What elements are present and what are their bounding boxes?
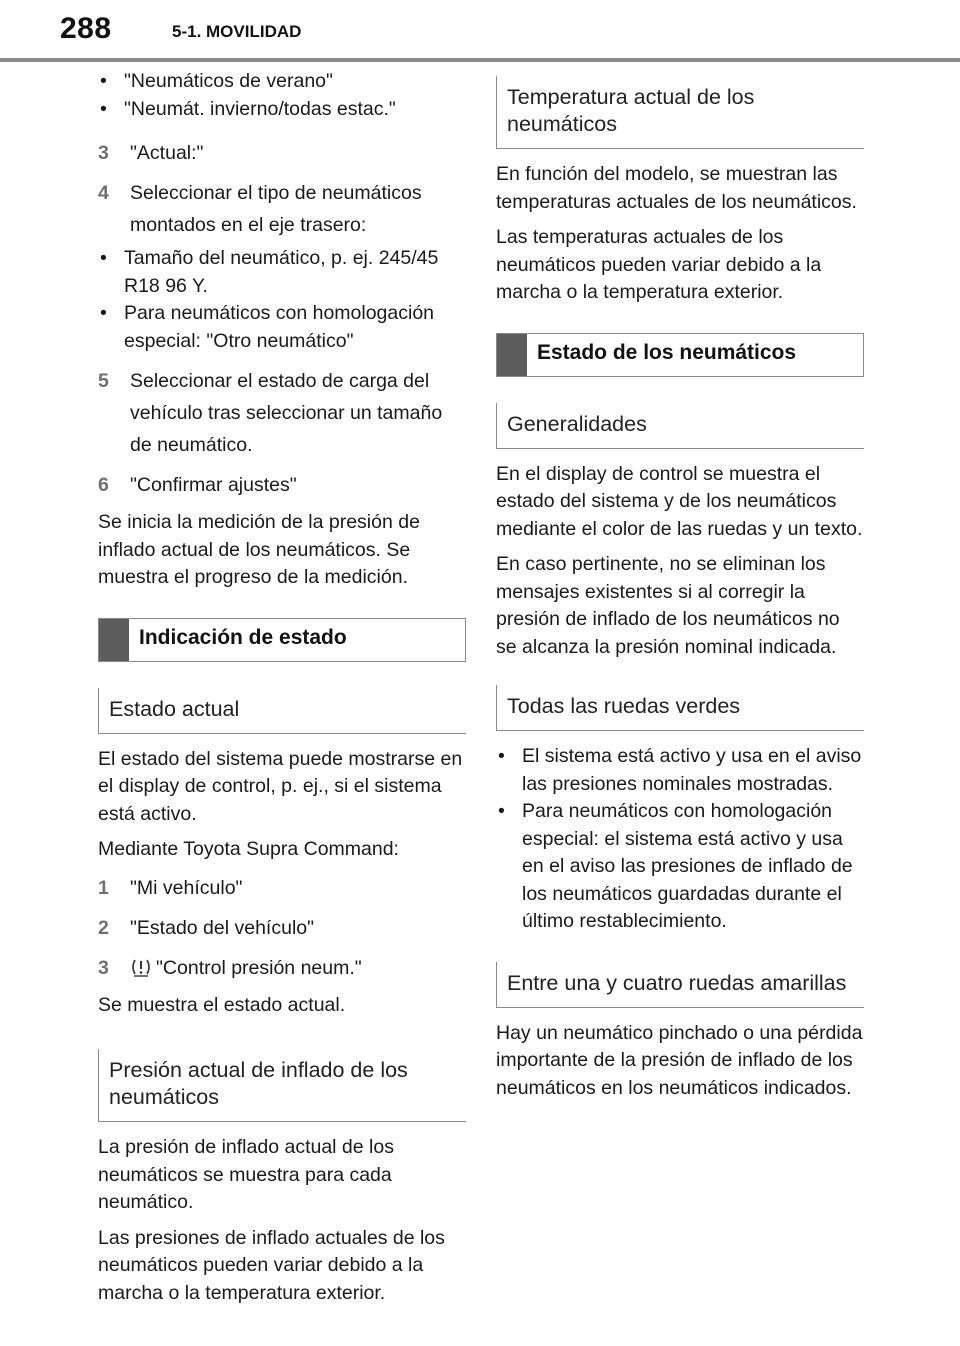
- box-heading-label: Indicación de estado: [139, 625, 347, 649]
- step-text: Seleccionar el tipo de neumáticos montados en el eje trasero:: [130, 182, 422, 236]
- box-heading: [496, 333, 864, 377]
- box-heading-label: Estado de los neumáticos: [537, 340, 797, 364]
- paragraph: Las presiones de inflado actuales de los neumáticos pueden variar debido a la marcha o la temperatura exterior.: [98, 1226, 445, 1304]
- paragraph: El estado del sistema puede mostrarse en el display de control, p. ej., si el sistema está activo.: [98, 747, 463, 825]
- step-number: 3: [98, 142, 109, 164]
- header-divider: [0, 58, 960, 62]
- step-text: "Estado del vehículo": [130, 916, 315, 939]
- section-title: 5-1. MOVILIDAD: [172, 22, 302, 41]
- list-item: • Para neumáticos con homologación especial: "Otro neumático": [98, 300, 466, 355]
- paragraph: Las temperaturas actuales de los neumáticos pueden variar debido a la marcha o la temperatura exterior.: [496, 226, 822, 303]
- step-number: 5: [98, 370, 109, 392]
- list-item: • El sistema está activo y usa en el aviso las presiones nominales mostradas.: [496, 743, 864, 798]
- paragraph: En función del modelo, se muestran las temperaturas actuales de los neumáticos.: [496, 163, 857, 213]
- paragraph: Mediante Toyota Supra Command:: [98, 838, 399, 860]
- heading-bar: [497, 334, 527, 376]
- step-item: [98, 177, 466, 241]
- left-column: [98, 64, 466, 1315]
- sub-heading: Temperatura actual de los neumáticos: [496, 76, 864, 149]
- step-item: [98, 365, 466, 461]
- step-number: 4: [98, 182, 109, 204]
- right-column: [496, 64, 864, 1110]
- bullet-list: [496, 743, 864, 936]
- step-text: "Mi vehículo": [130, 876, 243, 899]
- list-item: • "Neumát. invierno/todas estac.": [98, 96, 466, 124]
- step-text: "Confirmar ajustes": [130, 474, 297, 496]
- bullet-list: [98, 68, 466, 123]
- sub-heading: Entre una y cuatro ruedas amarillas: [496, 962, 864, 1008]
- paragraph: La presión de inflado actual de los neumáticos se muestra para cada neumático.: [98, 1136, 394, 1213]
- list-item: • Para neumáticos con homologación especial: el sistema está activo y usa en el aviso las presiones de inflado de los neumáticos guardadas durante el último restablecimiento.: [496, 798, 864, 936]
- step-item: [98, 137, 466, 169]
- page-number: 288: [60, 12, 112, 45]
- step-number: 1: [98, 876, 109, 899]
- heading-bar: [99, 619, 129, 661]
- page-header: [0, 0, 960, 62]
- step-item: [98, 952, 466, 984]
- bullet-list: [98, 245, 466, 355]
- box-heading: [98, 618, 466, 662]
- list-item: • Tamaño del neumático, p. ej. 245/45 R18 96 Y.: [98, 245, 466, 300]
- paragraph: En caso pertinente, no se eliminan los mensajes existentes si al corregir la presión de inflado de los neumáticos no se alcanza la presión nominal indicada.: [496, 553, 840, 658]
- step-number: 3: [98, 956, 109, 979]
- paragraph: Hay un neumático pinchado o una pérdida importante de la presión de inflado de los neumáticos en los neumáticos indicados.: [496, 1021, 863, 1099]
- list-item: • "Neumáticos de verano": [98, 68, 466, 96]
- step-text: "Actual:": [130, 142, 204, 164]
- tire-pressure-warning-icon: [130, 957, 152, 977]
- step-text: Seleccionar el estado de carga del vehículo tras seleccionar un tamaño de neumático.: [130, 370, 443, 456]
- step-item: [98, 469, 466, 501]
- step-text: [130, 952, 466, 984]
- step-number: 6: [98, 474, 109, 496]
- paragraph: En el display de control se muestra el estado del sistema y de los neumáticos mediante el color de las ruedas y un texto.: [496, 462, 863, 540]
- sub-heading: Todas las ruedas verdes: [496, 685, 864, 731]
- paragraph: Se muestra el estado actual.: [98, 993, 346, 1016]
- sub-heading: Presión actual de inflado de los neumáticos: [98, 1049, 466, 1122]
- step-label: "Control presión neum.": [156, 956, 362, 979]
- paragraph: Se inicia la medición de la presión de inflado actual de los neumáticos. Se muestra el progreso de la medición.: [98, 511, 420, 588]
- sub-heading: Generalidades: [496, 403, 864, 449]
- step-item: [98, 912, 466, 944]
- step-number: 2: [98, 916, 109, 939]
- step-item: [98, 872, 466, 904]
- sub-heading: Estado actual: [98, 688, 466, 734]
